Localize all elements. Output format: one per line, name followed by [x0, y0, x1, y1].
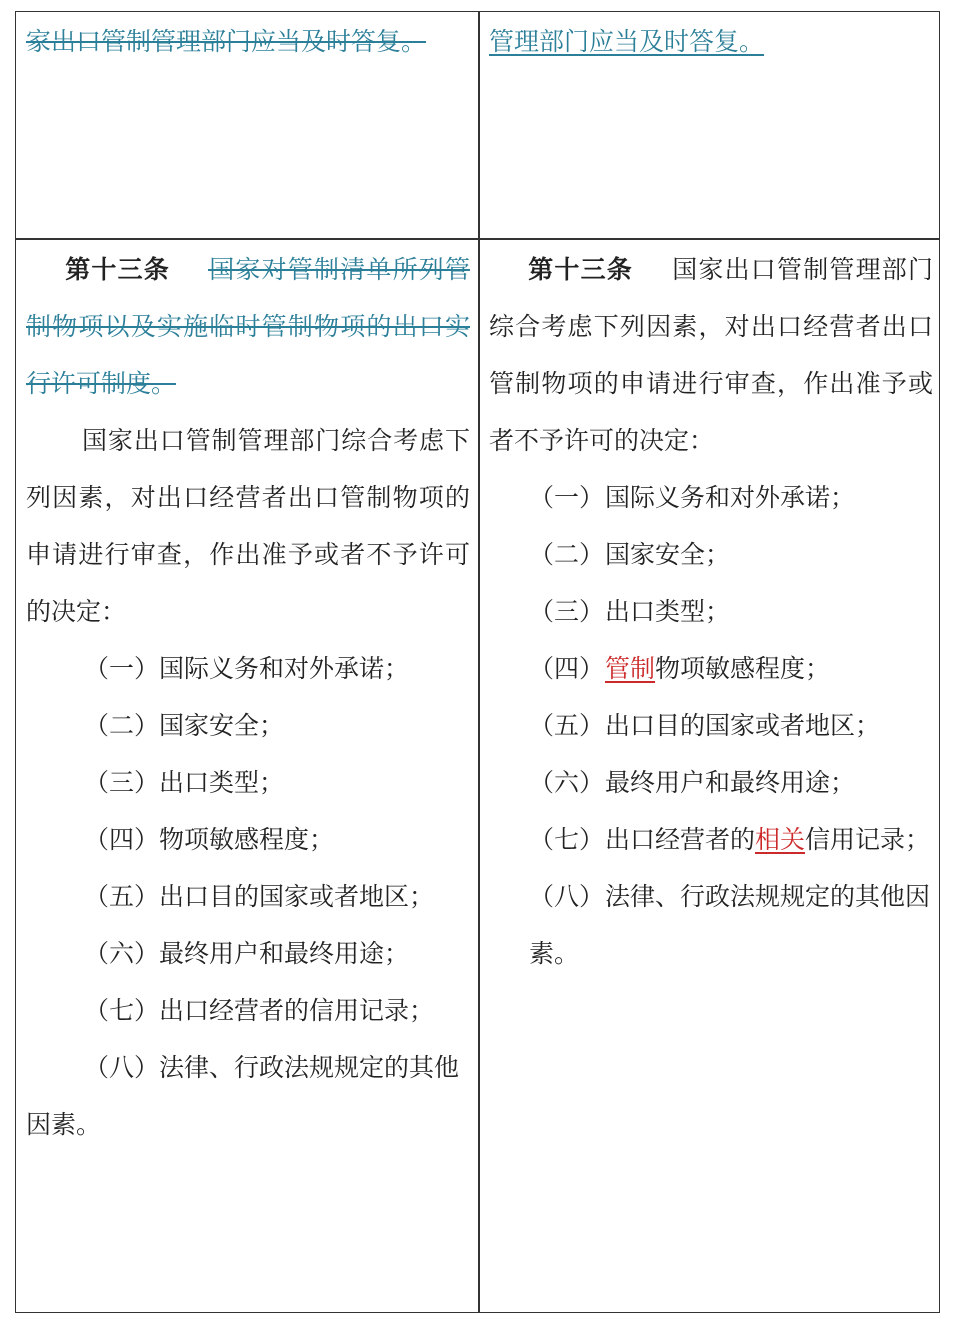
left-bottom-cell: [26, 241, 470, 1153]
row-divider: [16, 238, 939, 240]
item-text: 物项敏感程度；: [655, 654, 831, 683]
left-item: （五）出口目的国家或者地区；: [84, 882, 435, 911]
item-text: 法律、行政法规规定的其他因素。: [529, 882, 931, 968]
item-number: （七）: [529, 825, 605, 854]
left-item: （三）出口类型；: [84, 768, 285, 797]
left-item: （八）法律、行政法规规定的其他因素。: [26, 1053, 460, 1139]
inserted-red-text: 相关: [755, 825, 806, 854]
right-bottom-cell: [489, 241, 933, 982]
item-number: （八）: [529, 882, 605, 911]
item-number: （五）: [529, 711, 605, 740]
left-item: （四）物项敏感程度；: [84, 825, 335, 854]
item-number: （一）: [529, 483, 605, 512]
item-text: 国际义务和对外承诺；: [605, 483, 856, 512]
comparison-table: [15, 11, 940, 1313]
right-intro: 国家出口管制管理部门综合考虑下列因素，对出口经营者出口管制物项的申请进行审查，作出准予或者不予许可的决定：: [489, 255, 933, 455]
left-item: （七）出口经营者的信用记录；: [84, 996, 435, 1025]
item-text: 信用记录；: [805, 825, 931, 854]
item-text: 出口类型；: [605, 597, 731, 626]
inserted-red-text: 管制: [605, 654, 656, 683]
left-top-cell: [26, 13, 470, 70]
inserted-text: 管理部门应当及时答复。: [489, 27, 765, 56]
left-intro: 国家出口管制管理部门综合考虑下列因素，对出口经营者出口管制物项的申请进行审查，作出准予或者不予许可的决定：: [26, 426, 470, 626]
article-label: 第十三条: [64, 255, 170, 284]
deleted-paragraph: 国家对管制清单所列管制物项以及实施临时管制物项的出口实行许可制度。: [26, 255, 470, 398]
deleted-text: 家出口管制管理部门应当及时答复。: [26, 27, 427, 56]
column-divider: [478, 12, 480, 1312]
item-text: 出口目的国家或者地区；: [605, 711, 881, 740]
article-label: 第十三条: [527, 255, 633, 284]
item-text: 最终用户和最终用途；: [605, 768, 856, 797]
left-item: （六）最终用户和最终用途；: [84, 939, 410, 968]
left-item: （二）国家安全；: [84, 711, 285, 740]
item-number: （四）: [529, 654, 605, 683]
right-top-cell: [489, 13, 933, 70]
item-number: （二）: [529, 540, 605, 569]
item-text: 出口经营者的: [605, 825, 756, 854]
item-number: （六）: [529, 768, 605, 797]
left-item: （一）国际义务和对外承诺；: [84, 654, 410, 683]
item-text: 国家安全；: [605, 540, 731, 569]
item-number: （三）: [529, 597, 605, 626]
